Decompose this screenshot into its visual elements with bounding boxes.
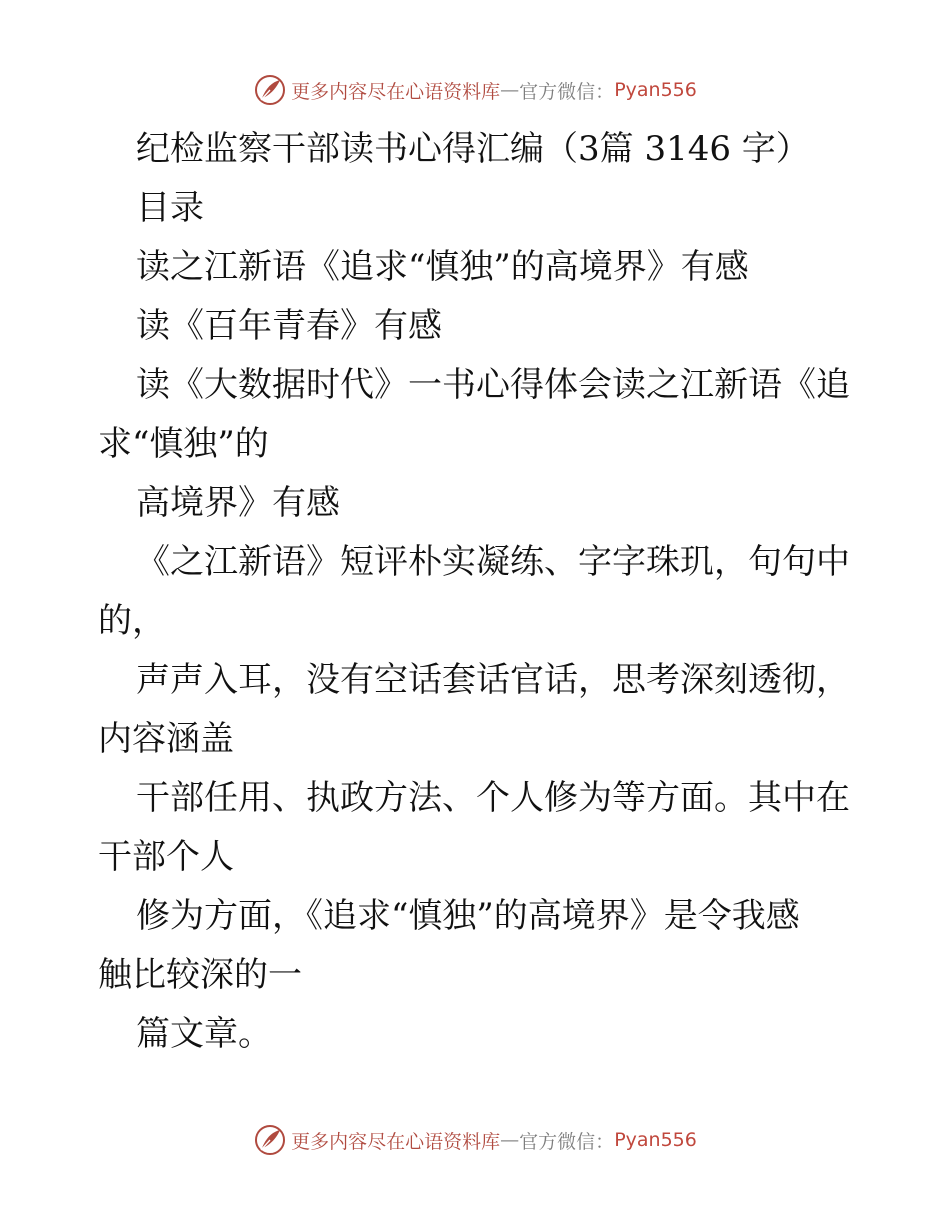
toc-heading: 目录 (136, 188, 204, 228)
toc-item-3-line-1: 读《大数据时代》一书心得体会读之江新语《追 (136, 365, 850, 405)
paragraph-line: 干部个人 (98, 837, 234, 877)
paragraph-line: 触比较深的一 (98, 955, 302, 995)
footer-promo-text: 更多内容尽在心语资料库 (291, 1130, 501, 1153)
document-body (98, 120, 853, 1064)
header-wechat-id: Pyan556 (614, 79, 697, 101)
paragraph-line: 内容涵盖 (98, 719, 234, 759)
paragraph-line: 干部任用、执政方法、个人修为等方面。其中在 (136, 778, 850, 818)
footer-dash: — (500, 1129, 520, 1151)
paragraph-line: 的， (98, 601, 166, 641)
feather-logo-icon (253, 73, 287, 107)
feather-logo-icon (253, 1123, 287, 1157)
section-title-line: 高境界》有感 (136, 483, 340, 523)
header-wechat-label: 官方微信： (519, 80, 615, 103)
footer-wechat-id: Pyan556 (614, 1129, 697, 1151)
paragraph-line: 篇文章。 (136, 1014, 272, 1054)
toc-item-2: 读《百年青春》有感 (136, 306, 442, 346)
header-promo-text: 更多内容尽在心语资料库 (291, 80, 501, 103)
header-watermark-banner (0, 68, 950, 112)
paragraph-line: 《之江新语》短评朴实凝练、字字珠玑，句句中 (136, 542, 850, 582)
toc-item-1: 读之江新语《追求“慎独”的高境界》有感 (136, 247, 749, 287)
footer-watermark-banner (0, 1118, 950, 1162)
paragraph-line: 修为方面，《追求“慎独”的高境界》是令我感 (136, 896, 800, 936)
paragraph-line: 声声入耳，没有空话套话官话，思考深刻透彻， (136, 660, 850, 700)
header-dash: — (500, 79, 520, 101)
toc-item-3-line-2: 求“慎独”的 (98, 424, 269, 464)
footer-wechat-label: 官方微信： (519, 1130, 615, 1153)
document-title: 纪检监察干部读书心得汇编（3篇 3146 字） (136, 129, 810, 169)
